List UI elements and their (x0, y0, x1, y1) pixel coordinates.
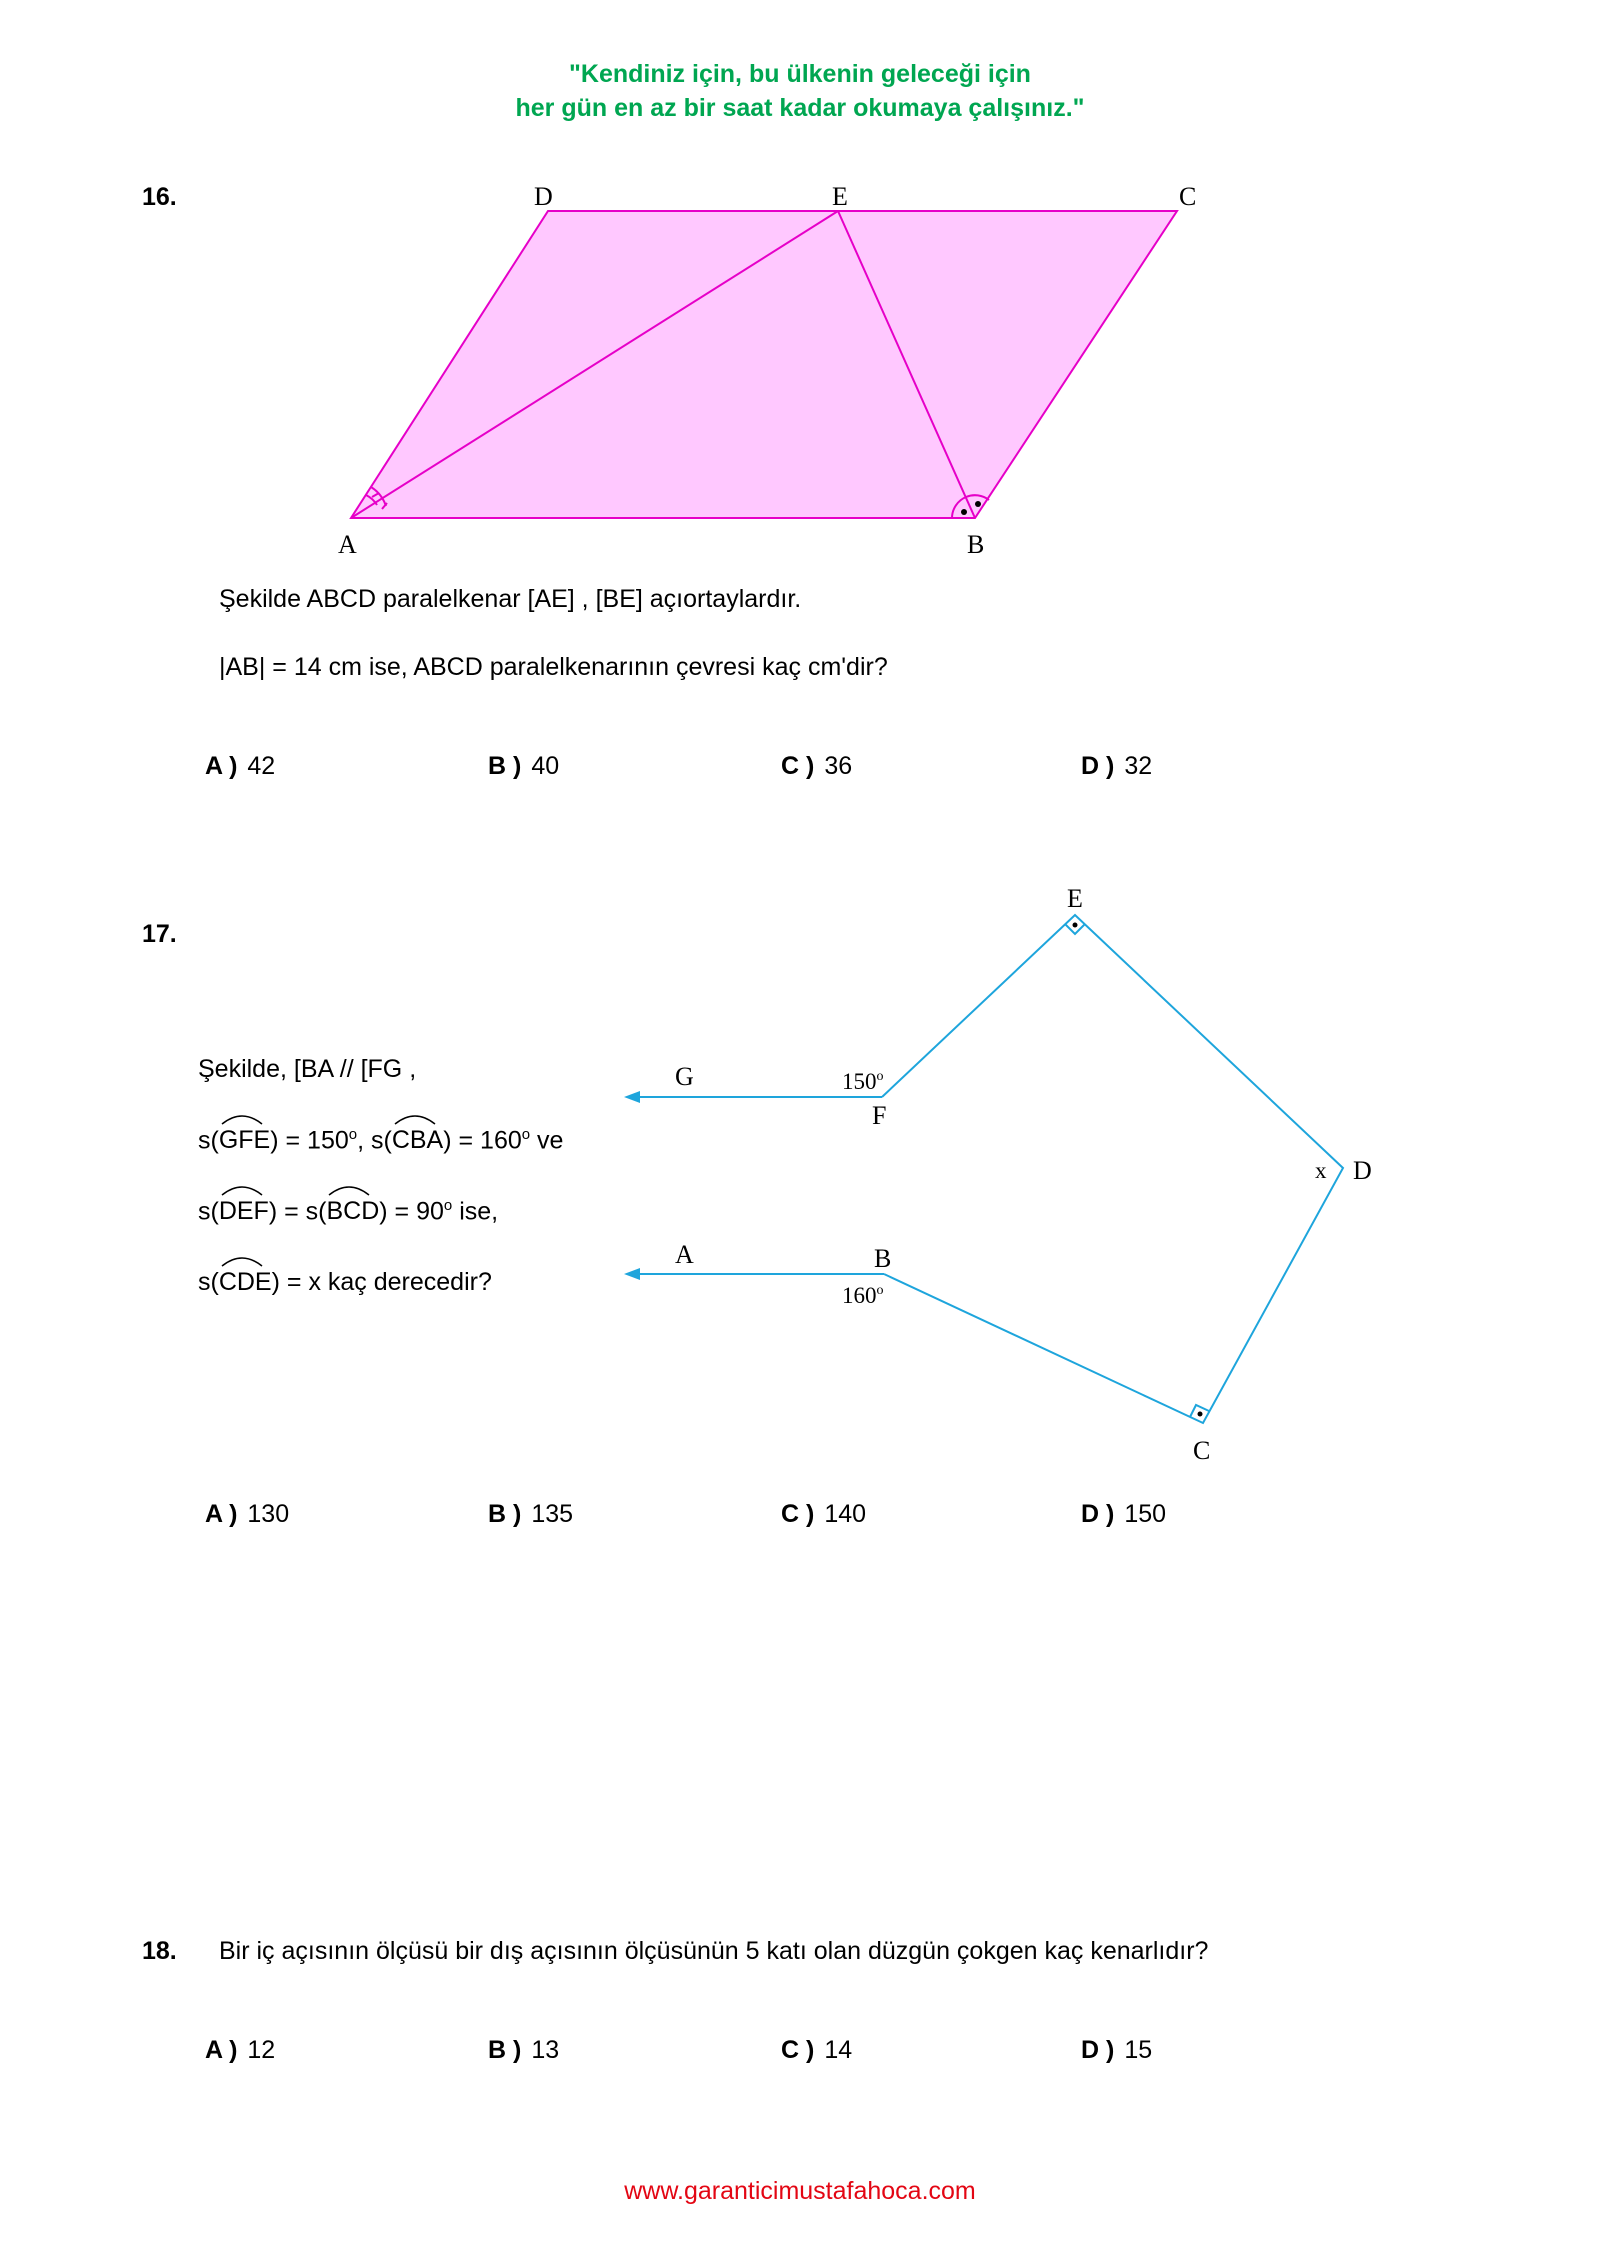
label-d: D (534, 182, 553, 211)
question-17-text-3: s( DEF) = s( $BCD) = 90^o$ ise, (198, 1197, 498, 1226)
label-c: C (1193, 1436, 1211, 1465)
label-x: x (1315, 1158, 1327, 1183)
question-18-option-a[interactable] (205, 2036, 275, 2065)
label-b: B (874, 1244, 892, 1273)
question-18-option-d[interactable] (1081, 2036, 1152, 2065)
option-value: 135 (531, 1500, 574, 1528)
option-value: 150 (1124, 1500, 1167, 1528)
option-letter: A ) (205, 752, 238, 780)
option-letter: D ) (1081, 1500, 1115, 1528)
question-18-option-c[interactable] (781, 2036, 852, 2065)
option-value: 13 (531, 2036, 560, 2064)
question-17-option-d[interactable] (1081, 1500, 1166, 1529)
label-e: E (832, 182, 848, 211)
angle-f-value: 150$^o$ (842, 1069, 884, 1094)
question-18-option-b[interactable] (488, 2036, 559, 2065)
right-angle-e-dot (1073, 923, 1078, 928)
question-17-option-a[interactable] (205, 1500, 289, 1529)
question-16-text-2: |AB| = 14 cm ise, ABCD paralelkenarının çevresi kaç cm'dir? (219, 653, 888, 681)
question-17-text-4: s( CDE) = x kaç derecedir? (198, 1268, 492, 1297)
label-a: A (675, 1240, 694, 1269)
option-value: 140 (824, 1500, 867, 1528)
option-value: 14 (824, 2036, 853, 2064)
option-letter: D ) (1081, 752, 1115, 780)
question-17-number: 17. (142, 920, 177, 948)
option-letter: B ) (488, 752, 522, 780)
option-letter: A ) (205, 1500, 238, 1528)
option-value: 12 (247, 2036, 276, 2064)
right-angle-c-dot (1198, 1412, 1203, 1417)
option-value: 36 (824, 752, 853, 780)
question-17-text-1: Şekilde, [BA // [FG , (198, 1055, 417, 1083)
label-d: D (1353, 1156, 1372, 1185)
question-17-option-c[interactable] (781, 1500, 866, 1529)
option-letter: B ) (488, 1500, 522, 1528)
question-18-text: Bir iç açısının ölçüsü bir dış açısının ölçüsünün 5 katı olan düzgün çokgen kaç kenarlıdır? (219, 1937, 1209, 1965)
label-f: F (872, 1101, 887, 1130)
question-16-number: 16. (142, 183, 177, 211)
question-17-text-2: s( $GFE) = 150^o$, s( $CBA) = 160^o$ ve (198, 1126, 563, 1155)
label-b: B (967, 530, 985, 559)
footer-website-link[interactable]: www.garanticimustafahoca.com (624, 2177, 976, 2205)
question-16-text-1: Şekilde ABCD paralelkenar [AE] , [BE] açıortaylardır. (219, 585, 802, 613)
arrowhead-g (624, 1091, 640, 1103)
option-value: 40 (531, 752, 560, 780)
label-g: G (675, 1062, 694, 1091)
label-a: A (338, 530, 357, 559)
option-letter: C ) (781, 2036, 815, 2064)
motto-line-1: "Kendiniz için, bu ülkenin geleceği için (569, 60, 1031, 88)
option-value: 42 (247, 752, 276, 780)
path-f-e-d-c-b (882, 915, 1343, 1423)
option-letter: A ) (205, 2036, 238, 2064)
option-value: 32 (1124, 752, 1153, 780)
option-letter: D ) (1081, 2036, 1115, 2064)
option-letter: C ) (781, 1500, 815, 1528)
option-letter: B ) (488, 2036, 522, 2064)
label-e: E (1067, 884, 1083, 913)
option-value: 130 (247, 1500, 290, 1528)
question-17-option-b[interactable] (488, 1500, 573, 1529)
angle-b-value: 160$^o$ (842, 1283, 884, 1308)
label-c: C (1179, 182, 1197, 211)
arrowhead-a (624, 1268, 640, 1280)
motto-line-2: her gün en az bir saat kadar okumaya çalışınız." (515, 94, 1085, 122)
question-18-number: 18. (142, 1937, 177, 1965)
option-letter: C ) (781, 752, 815, 780)
option-value: 15 (1124, 2036, 1153, 2064)
